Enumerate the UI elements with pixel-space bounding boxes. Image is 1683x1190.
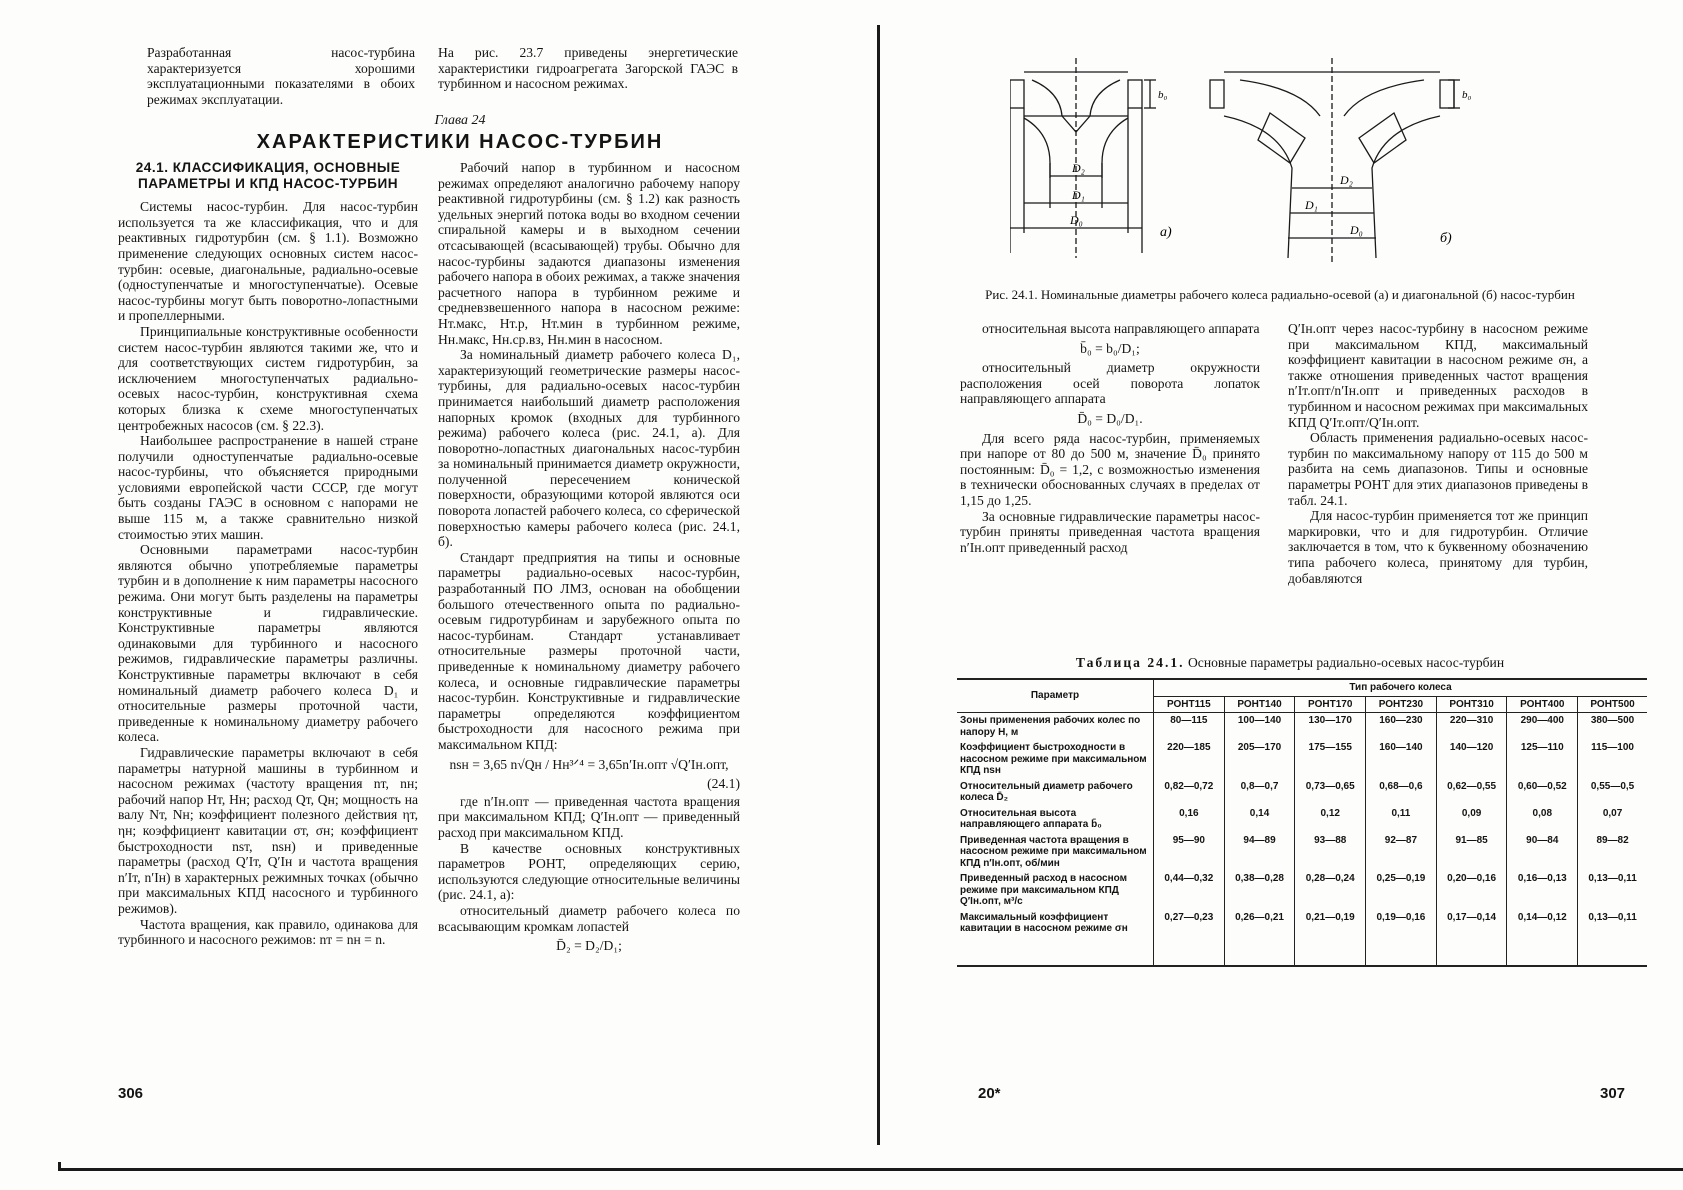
row-value: 0,19—0,16 [1366,910,1437,966]
dim-b0-a: b₀ [1158,89,1168,101]
page-number-right: 307 [1600,1085,1626,1102]
paragraph: Q′Iн.опт через насос-турбину в насосном режиме при максимальном КПД, максимальный коэффициент кавитации в насосном режиме σн, а также отношения приведенных частот вращения n′Iт.опт/n′Iн.опт и приведенных расходов в турбинном и насосном режимах при максимальных КПД Q′Iт.опт/Q′Iн.опт. [1288,321,1588,430]
row-value: 80—115 [1154,713,1225,741]
table-row [957,806,1647,833]
row-value: 93—88 [1295,833,1366,872]
row-value: 0,16 [1154,806,1225,833]
row-value: 0,44—0,32 [1154,871,1225,910]
row-value: 0,25—0,19 [1366,871,1437,910]
row-value: 115—100 [1578,740,1647,779]
table-row [957,871,1647,910]
type-header: РОНТ230 [1366,696,1437,713]
paragraph: За номинальный диаметр рабочего колеса D₁, характеризующий геометрические размеры насос-турбины, для радиально-осевых насос-турбин принимается наибольший диаметр расположения напорных кромок (входных для турбинного режима) рабочего колеса (рис. 24.1, а). Для поворотно-лопастных диагональных насос-турбин за номинальный принимается диаметр окружности, полученной пересечением конической поверхности, образующими которой являются оси поворота лопастей рабочего колеса, со сферической поверхностью камеры рабочего колеса (рис. 24.1, б). [438,347,740,550]
row-value: 175—155 [1295,740,1366,779]
paragraph: Область применения радиально-осевых насос-турбин по максимальному напору от 115 до 500 м разбита на семь диапазонов. Типы и основные параметры РОНТ для этих диапазонов приведены в табл. 24.1. [1288,430,1588,508]
row-value: 0,8—0,7 [1224,779,1295,806]
paragraph: Для всего ряда насос-турбин, применяемых при напоре от 80 до 500 м, значение D̄₀ принято постоянным: D̄₀ = 1,2, с возможностью изменения в технически обоснованных случаях в пределах от 1,15 до 1,25. [960,430,1260,508]
book-spine [877,25,880,1145]
group-header: Тип рабочего колеса [1154,679,1648,696]
right-column-1 [960,321,1260,555]
paragraph: Наибольшее распространение в нашей стране получили одноступенчатые радиально-осевые насос-турбины, что объясняется природными условиями европейской части СССР, где могут быть созданы ГАЭС в основном с напорами не выше 115 м, а также сравнительно низкой стоимостью этих машин. [118,433,418,542]
row-value: 0,11 [1366,806,1437,833]
paragraph: За основные гидравлические параметры насос-турбин приняты приведенная частота вращения n′Iн.опт приведенный расход [960,508,1260,555]
row-param: Приведенная частота вращения в насосном режиме при максимальном КПД n′Iн.опт, об/мин [960,834,1147,869]
row-value: 0,16—0,13 [1507,871,1578,910]
table-row [957,713,1647,741]
dim-d0-b: D₀ [1350,223,1363,237]
row-value: 220—185 [1154,740,1225,779]
row-value: 0,21—0,19 [1295,910,1366,966]
row-value: 290—400 [1507,713,1578,741]
row-value: 0,14 [1224,806,1295,833]
row-value: 0,26—0,21 [1224,910,1295,966]
row-value: 0,09 [1436,806,1507,833]
row-value: 0,28—0,24 [1295,871,1366,910]
row-param: Приведенный расход в насосном режиме при максимальном КПД Q′Iн.опт, м³/с [960,873,1128,907]
row-value: 95—90 [1154,833,1225,872]
equation-d0: D̄₀ = D₀/D₁. [1077,410,1143,426]
paragraph: Основными параметрами насос-турбин являются обычно употребляемые параметры турбин и в дополнение к ним параметры насосного режима. Они могут быть разделены на параметры конструктивные и гидравлические. Конструктивные параметры являются одинаковыми для турбинного и насосного режимов, гидравлические параметры различны. Конструктивные параметры включают в себя номинальный диаметр рабочего колеса D₁ и относительные размеры проточной части, приведенные к номинальному диаметру рабочего колеса. [118,542,418,745]
paragraph: Рабочий напор в турбинном и насосном режимах определяют аналогично рабочему напору реактивной гидротурбины (см. § 1.2) как разность удельных энергий потока воды во входном сечении спиральной камеры и в выходном сечении отсасывающей (всасывающей) трубы. Обычно для насос-турбины задаются диапазоны изменения рабочего напора в обоих режимах, а также значения расчетного напора в турбинном режиме и средневзвешенного напора в насосном режиме: Hт.макс, Hт.р, Hт.мин в турбинном режиме, Hн.макс, Hн.ср.вз, Hн.мин в насосном. [438,160,740,347]
row-value: 0,62—0,55 [1436,779,1507,806]
table-body [957,713,1647,966]
row-param: Коэффициент быстроходности в насосном режиме при максимальном КПД nsн [960,742,1147,776]
row-value: 160—140 [1366,740,1437,779]
row-value: 205—170 [1224,740,1295,779]
row-value: 0,13—0,11 [1578,871,1647,910]
row-value: 0,73—0,65 [1295,779,1366,806]
top-left-note: Разработанная насос-турбина характеризуется хорошими эксплуатационными показателями в обоих режимах эксплуатации. [147,45,415,107]
top-right-note: На рис. 23.7 приведены энергетические характеристики гидроагрегата Загорской ГАЭС в турбинном и насосном режимах. [438,45,738,92]
table-row [957,910,1647,966]
type-header: РОНТ500 [1578,696,1647,713]
row-value: 0,38—0,28 [1224,871,1295,910]
row-param: Относительная высота направляющего аппарата b̄₀ [960,807,1102,830]
section-title: 24.1. КЛАССИФИКАЦИЯ, ОСНОВНЫЕ ПАРАМЕТРЫ И КПД НАСОС-ТУРБИН [135,160,401,191]
label-b: б) [1440,231,1452,246]
row-value: 160—230 [1366,713,1437,741]
label-a: а) [1160,225,1172,240]
row-param: Зоны применения рабочих колес по напору H, м [960,715,1141,738]
param-header: Параметр [957,679,1154,713]
left-column-1 [118,160,418,948]
table-title [940,655,1640,671]
figure-24-1 [1010,58,1600,280]
paragraph: где n′Iн.опт — приведенная частота вращения при максимальном КПД; Q′Iн.опт — приведенный расход при максимальном КПД. [438,793,740,840]
dim-b0-b: b₀ [1462,89,1472,101]
table-number: Таблица 24.1. [1075,655,1185,670]
dim-d1-b: D₁ [1305,198,1318,212]
paragraph: относительный диаметр рабочего колеса по всасывающим кромкам лопастей [438,902,740,934]
row-param: Максимальный коэффициент кавитации в насосном режиме σн [957,910,1154,966]
row-value: 94—89 [1224,833,1295,872]
type-header: РОНТ115 [1154,696,1225,713]
figure-b-drawing [1210,58,1460,263]
page-number-left: 306 [118,1085,144,1102]
row-value: 0,60—0,52 [1507,779,1578,806]
row-value: 0,14—0,12 [1507,910,1578,966]
left-column-2 [438,160,740,958]
dim-d0-a: D₀ [1070,213,1083,227]
type-header: РОНТ310 [1436,696,1507,713]
row-param: Относительный диаметр рабочего колеса D̄₂ [960,780,1133,803]
row-value: 0,12 [1295,806,1366,833]
paragraph: Гидравлические параметры включают в себя параметры натурной машины в турбинном и насосном режимах (частоту вращения nт, nн; рабочий напор Hт, Hн; расход Qт, Qн; мощность на валу Nт, Nн; коэффициент полезного действия ηт, ηн; коэффициент кавитации σт, σн; коэффициент быстроходности nsт, nsн) и приведенные параметры (расход Q′Iт, Q′Iн и частота вращения n′Iт, n′Iн) в характерных режимных точках (обычно при максимальных КПД насосного и турбинного режимов). [118,744,418,916]
row-value: 125—110 [1507,740,1578,779]
row-value: 92—87 [1366,833,1437,872]
row-value: 90—84 [1507,833,1578,872]
table-row [957,833,1647,872]
bottom-edge [58,1168,1683,1171]
row-value: 0,07 [1578,806,1647,833]
equation-d2: D̄₂ = D₂/D₁; [556,938,622,954]
row-value: 0,82—0,72 [1154,779,1225,806]
row-value: 140—120 [1436,740,1507,779]
row-value: 89—82 [1578,833,1647,872]
paragraph: Системы насос-турбин. Для насос-турбин используется та же классификация, что и для реактивных гидротурбин (см. § 1.1). Возможно применение следующих основных систем насос-турбин: осевые, диагональные, радиально-осевые (одноступенчатые и многоступенчатые). Осевые насос-турбины могут быть поворотно-лопастными и пропеллерными. [118,199,418,324]
row-value: 91—85 [1436,833,1507,872]
right-column-2 [1288,321,1588,586]
paragraph: относительная высота направляющего аппарата [982,321,1260,336]
parameters-table [957,678,1647,967]
row-value: 0,08 [1507,806,1578,833]
dim-d2-b: D₂ [1340,173,1353,187]
table-row [957,740,1647,779]
row-value: 0,68—0,6 [1366,779,1437,806]
row-value: 0,27—0,23 [1154,910,1225,966]
paragraph: В качестве основных конструктивных параметров РОНТ, определяющих серию, используются следующие относительные величины (рис. 24.1, а): [438,840,740,903]
bottom-edge-tick [58,1162,61,1171]
row-value: 380—500 [1578,713,1647,741]
type-header: РОНТ140 [1224,696,1295,713]
row-value: 0,20—0,16 [1436,871,1507,910]
chapter-title: ХАРАКТЕРИСТИКИ НАСОС-ТУРБИН [256,131,664,153]
paragraph: Частота вращения, как правило, одинакова для турбинного и насосного режимов: nт = nн = n. [118,916,418,948]
row-value: 0,55—0,5 [1578,779,1647,806]
figure-a-drawing [1010,58,1156,258]
paragraph: относительный диаметр окружности расположения осей поворота лопаток направляющего аппарата [960,360,1260,407]
equation-24-1: nsн = 3,65 n√Qн / Hн³ᐟ⁴ = 3,65n′Iн.опт √Q′Iн.опт, [449,756,729,772]
row-value: 220—310 [1436,713,1507,741]
row-value: 0,13—0,11 [1578,910,1647,966]
paragraph: Для насос-турбин применяется тот же принцип маркировки, что и для гидротурбин. Отличие заключается в том, что к буквенному обозначению типа рабочего колеса, принятому для турбин, добавляются [1288,508,1588,586]
paragraph: Стандарт предприятия на типы и основные параметры радиально-осевых насос-турбин, разработанный ПО ЛМЗ, основан на обобщении большого отечественного опыта по радиально-осевым гидротурбинам и зарубежного опыта по насос-турбинам. Стандарт устанавливает относительные размеры проточной части, приведенные к номинальному диаметру рабочего колеса, и основные гидравлические параметры насос-турбин. Конструктивные и гидравлические параметры определяются коэффициентом быстроходности для насосного режима при максимальном КПД: [438,549,740,752]
figure-caption: Рис. 24.1. Номинальные диаметры рабочего колеса радиально-осевой (а) и диагональной (б) насос-турбин [985,287,1575,302]
row-value: 100—140 [1224,713,1295,741]
signature-mark: 20* [978,1085,1001,1102]
type-header: РОНТ400 [1507,696,1578,713]
equation-number: (24.1) [707,776,740,792]
chapter-label: Глава 24 [434,113,486,128]
table-caption: Основные параметры радиально-осевых насос-турбин [1187,655,1505,670]
row-value: 0,17—0,14 [1436,910,1507,966]
row-value: 130—170 [1295,713,1366,741]
table-row [957,779,1647,806]
dim-d2-a: D₂ [1072,161,1085,175]
type-header: РОНТ170 [1295,696,1366,713]
paragraph: Принципиальные конструктивные особенности систем насос-турбин являются такими же, что и для соответствующих систем гидротурбин, за исключением многоступенчатых радиально-осевых насос-турбин, конструктивная схема которых близка к схеме многоступенчатых центробежных насосов (см. § 22.3). [118,323,418,433]
equation-b0: b̄₀ = b₀/D₁; [1080,340,1140,356]
dim-d1-a: D₁ [1072,188,1085,202]
